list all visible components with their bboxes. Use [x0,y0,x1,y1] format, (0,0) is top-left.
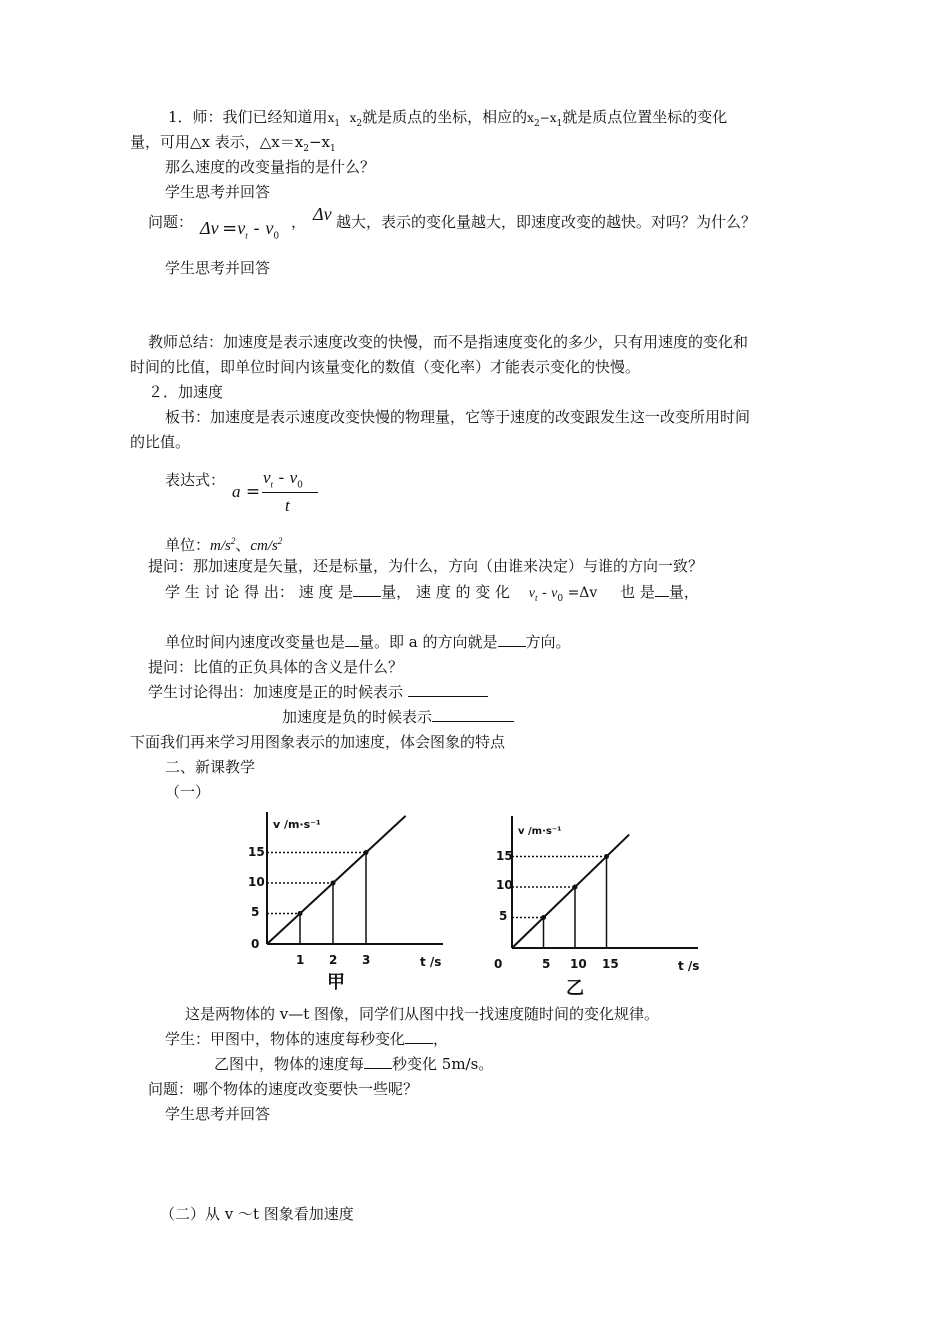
data-point [604,854,609,859]
graph-jia-svg [243,808,448,990]
fraction-bar [262,492,318,493]
blank [408,682,488,697]
delta-formula-inline: $v_t - v_0 =\Delta v$ [528,585,598,604]
y-axis-label: v /m·s⁻¹ [518,826,562,837]
x-tick-label: 3 [362,953,371,967]
series-line [267,816,406,944]
y-tick-label: 10 [248,875,265,889]
y-tick-label: 5 [499,909,508,923]
graph-yi-svg [490,808,705,998]
formula-numerator: $v_t - v_0$ [263,468,303,491]
y-tick-label: 0 [251,937,260,951]
delta-v-comma: ， [291,213,307,231]
question-delta-v: 问题： [148,213,194,231]
graph-jia [243,808,448,990]
graph-caption: 乙 [566,978,584,998]
blank [345,632,359,647]
x-tick-label: 10 [570,957,587,971]
formula-lhs: a = [232,482,261,502]
delta-v-question-text: 越大，表示的变化量越大，即速度改变的越快。对吗？为什么？ [336,213,757,231]
blank [655,582,669,597]
blank [498,632,526,647]
student-jia: 学生：甲图中，物体的速度每秒变化 ， [165,1030,449,1048]
discussion-positive: 学生讨论得出：加速度是正的时候表示 [148,682,488,702]
data-point [331,881,336,886]
student-think-3: 学生思考并回答 [165,1105,271,1123]
teacher-summary-line2: 时间的比值，即单位时间内该量变化的数值（变化率）才能表示变化的快慢。 [130,358,641,376]
question-faster: 问题：哪个物体的速度改变要快一些呢？ [148,1080,419,1098]
next-intro: 下面我们再来学习用图象表示的加速度，体会图象的特点 [130,733,506,751]
part-two-heading: （二）从 v ～t 图象看加速度 [160,1205,354,1223]
data-point [364,850,369,855]
unit-line: 单位：$m/s^2$、$cm/s^2$ [165,536,283,554]
section-acceleration: ２．加速度 [148,383,224,401]
blank [432,707,514,722]
para-coordinate-cont: 量，可用△x 表示，$\triangle x=x_2-x_1$ [130,133,336,154]
para-coordinate: 1．师：我们已经知道用$x_1$ $x_2$就是质点的坐标，相应的$x_2-x_1$就是质点位置坐标的变化 [168,108,728,129]
board-line2: 的比值。 [130,433,191,451]
x-tick-label: 2 [329,953,338,967]
y-tick-label: 10 [496,878,513,892]
question-sign: 提问：比值的正负具体的含义是什么？ [148,658,404,676]
data-point [298,911,303,916]
y-tick-label: 15 [496,849,513,863]
x-axis-label: t /s [678,959,700,973]
x-tick-label: 1 [296,953,305,967]
discussion-line2: 单位时间内速度改变量也是 量。即 a 的方向就是 方向。 [165,633,571,651]
x-tick-label: 15 [602,957,619,971]
student-yi: 乙图中，物体的速度每 秒变化 5m/s。 [214,1055,494,1073]
question-change: 那么速度的改变量指的是什么？ [165,158,376,176]
series-line [512,835,629,948]
data-point [541,915,546,920]
x-tick-label: 0 [494,957,503,971]
y-axis-label: v /m·s⁻¹ [273,818,321,831]
board-line1: 板书：加速度是表示速度改变快慢的物理量，它等于速度的改变跟发生这一改变所用时间 [165,408,751,426]
graph-description: 这是两物体的 v—t 图像，同学们从图中找一找速度随时间的变化规律。 [185,1005,660,1023]
delta-v-formula: $\Delta v =v_t - v_0$ [200,218,280,242]
student-think-1: 学生思考并回答 [165,183,271,201]
formula-denominator: t [285,496,290,515]
student-think-2: 学生思考并回答 [165,259,271,277]
expression-label: 表达式： [165,471,226,489]
discussion-line1: 学 生 讨 论 得 出： 速 度 是 量， 速 度 的 变 化 $v_t - v_0 =\Delta v$ 也 是 量， [165,583,699,604]
delta-v-symbol: Δv [313,204,332,224]
graph-caption: 甲 [327,972,345,990]
graph-yi [490,808,705,998]
blank [405,1029,433,1044]
x-tick-label: 5 [542,957,551,971]
y-tick-label: 15 [248,845,265,859]
x-axis-label: t /s [420,955,442,969]
teacher-summary-line1: 教师总结：加速度是表示速度改变的快慢，而不是指速度变化的多少，只有用速度的变化和 [148,333,749,351]
y-tick-label: 5 [251,905,260,919]
blank [353,582,381,597]
part-one: （一） [165,783,211,801]
discussion-negative: 加速度是负的时候表示 [282,707,514,727]
question-vector: 提问：那加速度是矢量，还是标量，为什么，方向（由谁来决定）与谁的方向一致？ [148,557,704,575]
section-new-lesson: 二、新课教学 [165,758,256,776]
blank [364,1054,392,1069]
data-point [573,885,578,890]
